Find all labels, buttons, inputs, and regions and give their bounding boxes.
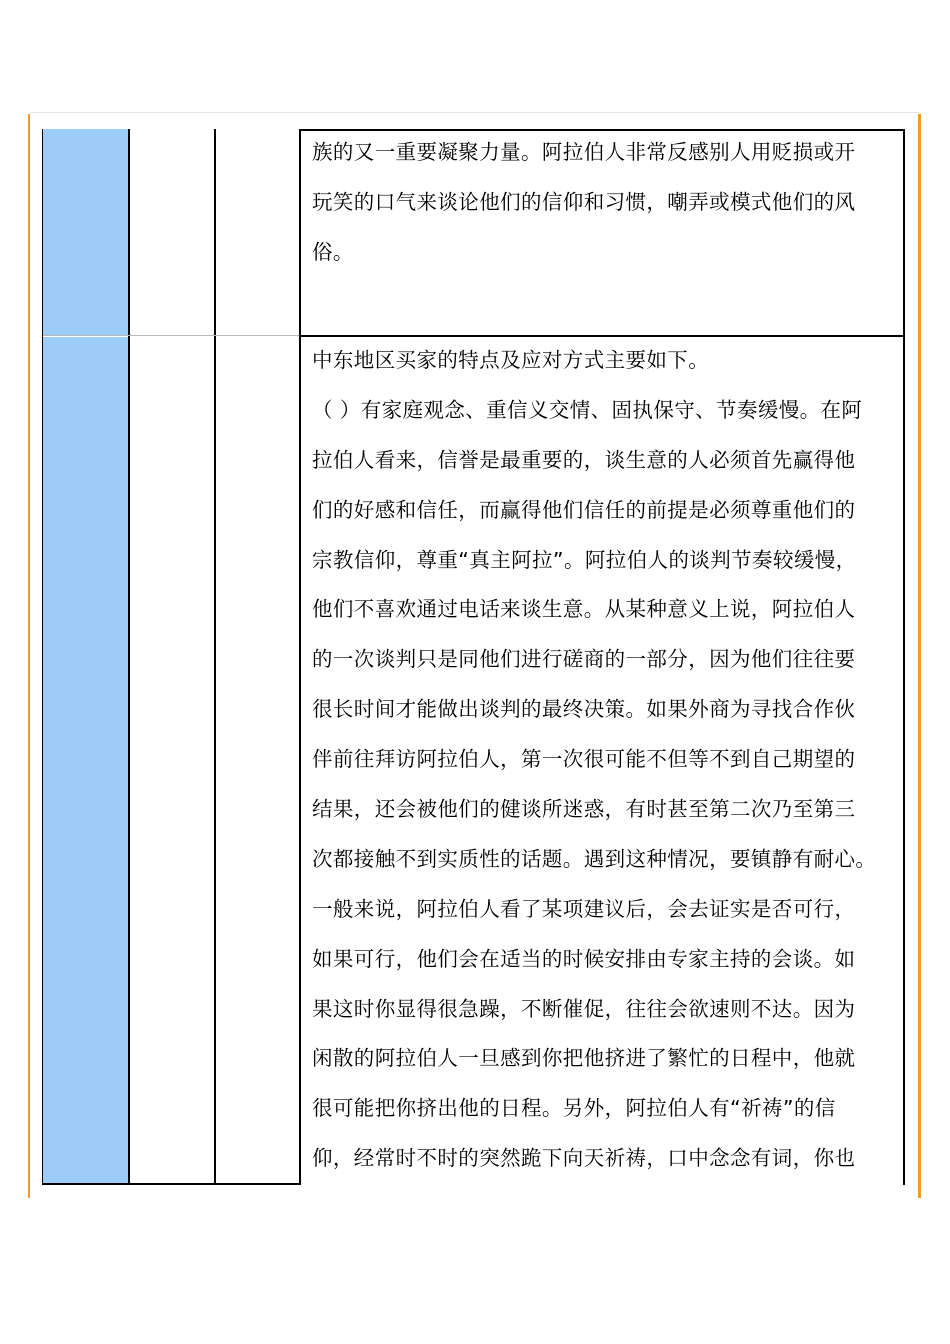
text-line: 俗。 — [312, 239, 354, 264]
text-line: 一般来说，阿拉伯人看了某项建议后，会去证实是否可行， — [312, 896, 856, 921]
table-row-divider-left — [43, 335, 299, 336]
text-line: 果这时你显得很急躁，不断催促，往往会欲速则不达。因为 — [312, 996, 856, 1021]
text-line: 宗教信仰，尊重“真主阿拉”。阿拉伯人的谈判节奏较缓慢， — [312, 547, 857, 572]
table-column-divider-2 — [214, 129, 216, 1185]
text-line: 如果可行，他们会在适当的时候安排由专家主持的会谈。如 — [312, 946, 856, 971]
page-top-rule — [30, 112, 920, 113]
text-line: 伴前往拜访阿拉伯人，第一次很可能不但等不到自己期望的 — [312, 747, 856, 772]
text-line: 玩笑的口气来谈论他们的信仰和习惯，嘲弄或模式他们的风 — [312, 189, 856, 214]
table-border-bottom — [42, 1183, 301, 1185]
table-column-divider-1 — [128, 129, 130, 1185]
text-line: 的一次谈判只是同他们进行磋商的一部分，因为他们往往要 — [312, 647, 856, 672]
text-line: 仰，经常时不时的突然跪下向天祈祷，口中念念有词，你也 — [312, 1146, 856, 1171]
table-border-right — [903, 129, 905, 1185]
table-column-divider-3 — [299, 129, 301, 1185]
text-line: 他们不喜欢通过电话来谈生意。从某种意义上说，阿拉伯人 — [312, 597, 856, 622]
text-line: 很可能把你挤出他的日程。另外，阿拉伯人有“祈祷”的信 — [312, 1096, 836, 1121]
table-cell-blue-row2 — [43, 337, 129, 1183]
section-heading: 中东地区买家的特点及应对方式主要如下。 — [312, 348, 710, 372]
text-line: 拉伯人看来，信誉是最重要的，谈生意的人必须首先赢得他 — [312, 447, 856, 472]
text-line: 族的又一重要凝聚力量。阿拉伯人非常反感别人用贬损或开 — [312, 140, 856, 164]
table-cell-blue-row1 — [43, 129, 129, 335]
text-line: 结果，还会被他们的健谈所迷惑，有时甚至第二次乃至第三 — [312, 797, 856, 822]
table-cell-text-row1 — [312, 128, 896, 278]
text-line: 次都接触不到实质性的话题。遇到这种情况，要镇静有耐心。 — [312, 846, 877, 871]
text-line: 很长时间才能做出谈判的最终决策。如果外商为寻找合作伙 — [312, 697, 856, 722]
table-border-left — [42, 129, 43, 1185]
page-right-border — [918, 114, 921, 1198]
text-line: 们的好感和信任，而赢得他们信任的前提是必须尊重他们的 — [312, 497, 856, 522]
page-left-border — [28, 114, 30, 1198]
table-cell-text-row2 — [312, 336, 896, 1184]
text-line: （ ）有家庭观念、重信义交情、固执保守、节奏缓慢。在阿 — [312, 397, 863, 422]
text-line: 闲散的阿拉伯人一旦感到你把他挤进了繁忙的日程中，他就 — [312, 1046, 856, 1071]
